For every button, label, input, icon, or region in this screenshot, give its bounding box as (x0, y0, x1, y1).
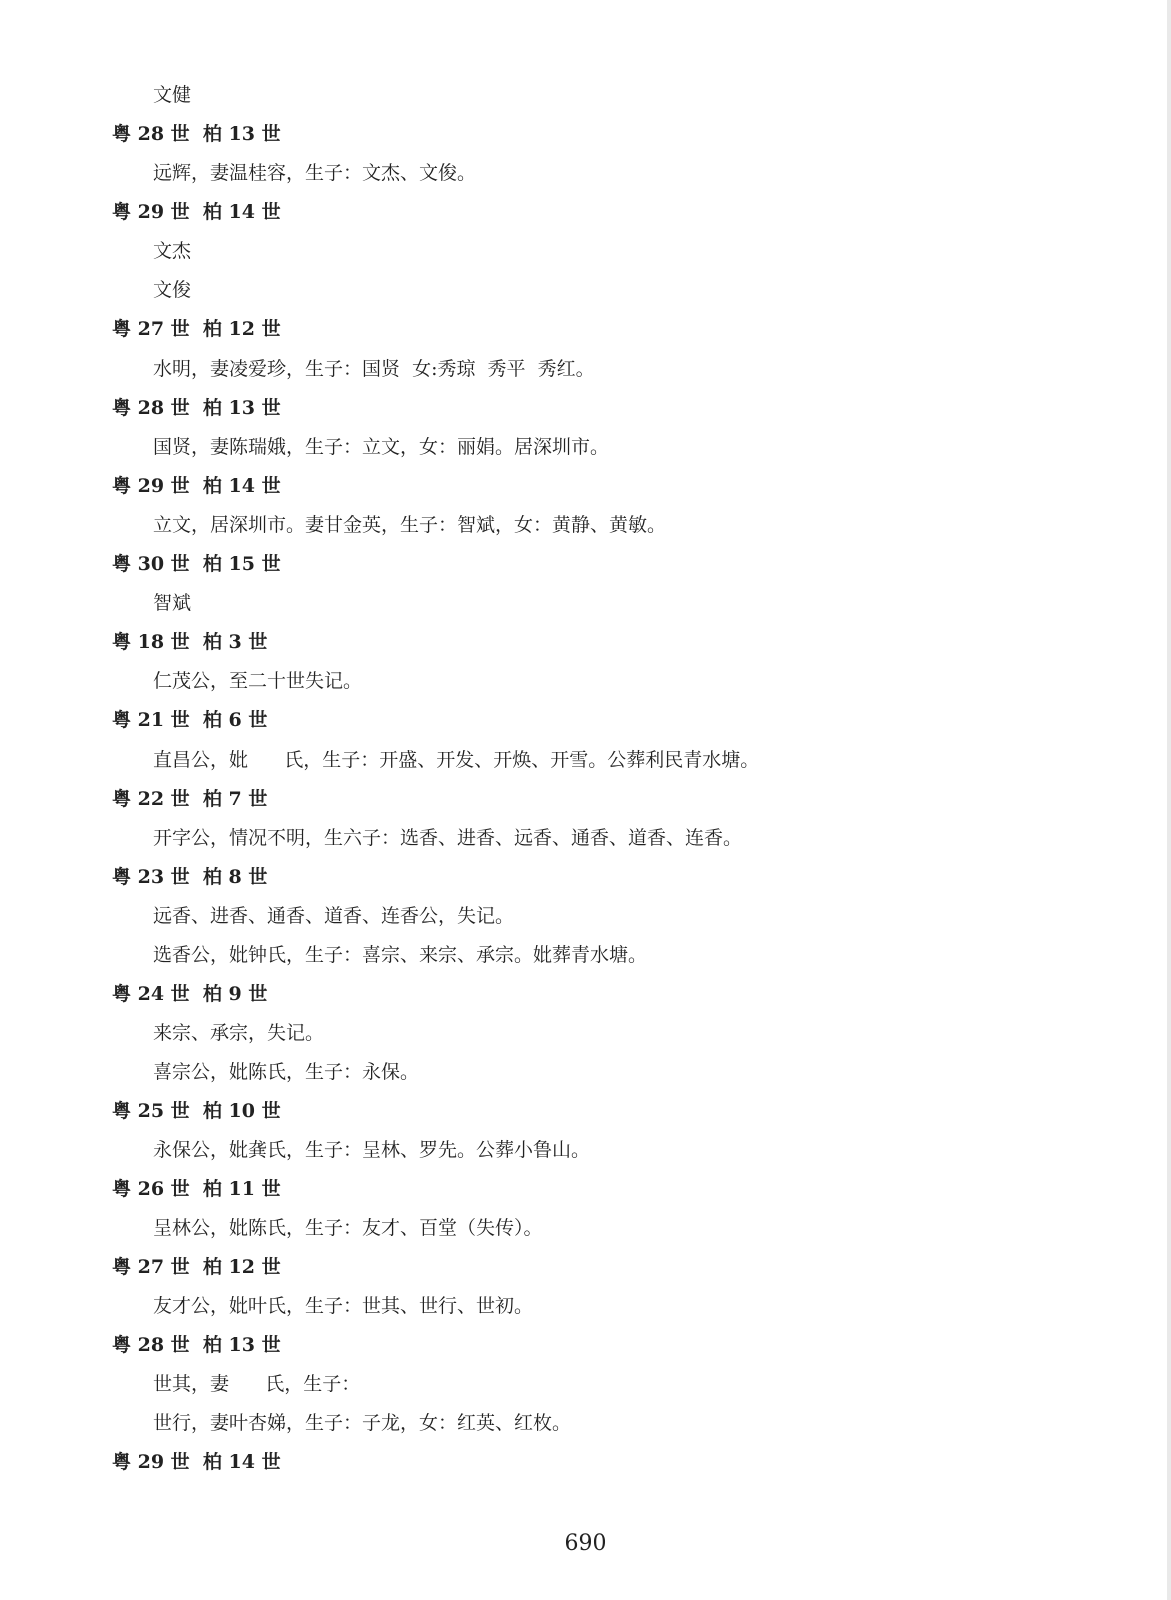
entry-line: 水明，妻凌爱珍，生子：国贤 女:秀琼 秀平 秀红。 (153, 358, 595, 380)
entry-line: 永保公，妣龚氏，生子：呈林、罗先。公葬小鲁山。 (153, 1139, 591, 1161)
entry-line: 文俊 (153, 279, 192, 301)
generation-heading: 粤 25 世 柏 10 世 (112, 1100, 281, 1122)
entry-line: 世行，妻叶杏娣，生子：子龙，女：红英、红枚。 (153, 1412, 572, 1434)
generation-heading: 粤 26 世 柏 11 世 (112, 1178, 281, 1200)
entry-line: 直昌公，妣 氏，生子：开盛、开发、开焕、开雪。公葬利民青水塘。 (153, 749, 760, 771)
entry-line: 呈林公，妣陈氏，生子：友才、百堂（失传）。 (153, 1217, 543, 1239)
generation-heading: 粤 29 世 柏 14 世 (112, 475, 281, 497)
entry-line: 立文，居深圳市。妻甘金英，生子：智斌，女：黄静、黄敏。 (153, 514, 667, 536)
generation-heading: 粤 28 世 柏 13 世 (112, 123, 281, 145)
scan-edge-shadow (1167, 0, 1171, 1600)
generation-heading: 粤 21 世 柏 6 世 (112, 709, 268, 731)
entry-line: 远辉，妻温桂容，生子：文杰、文俊。 (153, 162, 477, 184)
generation-heading: 粤 28 世 柏 13 世 (112, 1334, 281, 1356)
entry-line: 智斌 (153, 592, 192, 614)
entry-line: 国贤，妻陈瑞娥，生子：立文，女：丽娟。居深圳市。 (153, 436, 610, 458)
generation-heading: 粤 28 世 柏 13 世 (112, 397, 281, 419)
page-number: 690 (564, 1531, 607, 1556)
generation-heading: 粤 30 世 柏 15 世 (112, 553, 281, 575)
entry-line: 选香公，妣钟氏，生子：喜宗、来宗、承宗。妣葬青水塘。 (153, 944, 648, 966)
generation-heading: 粤 27 世 柏 12 世 (112, 1256, 281, 1278)
generation-heading: 粤 22 世 柏 7 世 (112, 788, 268, 810)
entry-line: 喜宗公，妣陈氏，生子：永保。 (153, 1061, 420, 1083)
generation-heading: 粤 24 世 柏 9 世 (112, 983, 268, 1005)
entry-line: 来宗、承宗，失记。 (153, 1022, 325, 1044)
generation-heading: 粤 18 世 柏 3 世 (112, 631, 268, 653)
entry-line: 世其，妻 氏，生子： (153, 1373, 361, 1395)
entry-line: 开字公，情况不明，生六子：选香、进香、远香、通香、道香、连香。 (153, 827, 743, 849)
generation-heading: 粤 29 世 柏 14 世 (112, 1451, 281, 1473)
entry-line: 远香、进香、通香、道香、连香公，失记。 (153, 905, 515, 927)
entry-line: 仁茂公，至二十世失记。 (153, 670, 363, 692)
entry-line: 文健 (153, 84, 192, 106)
generation-heading: 粤 27 世 柏 12 世 (112, 318, 281, 340)
generation-heading: 粤 23 世 柏 8 世 (112, 866, 268, 888)
entry-line: 文杰 (153, 240, 192, 262)
generation-heading: 粤 29 世 柏 14 世 (112, 201, 281, 223)
entry-line: 友才公，妣叶氏，生子：世其、世行、世初。 (153, 1295, 534, 1317)
